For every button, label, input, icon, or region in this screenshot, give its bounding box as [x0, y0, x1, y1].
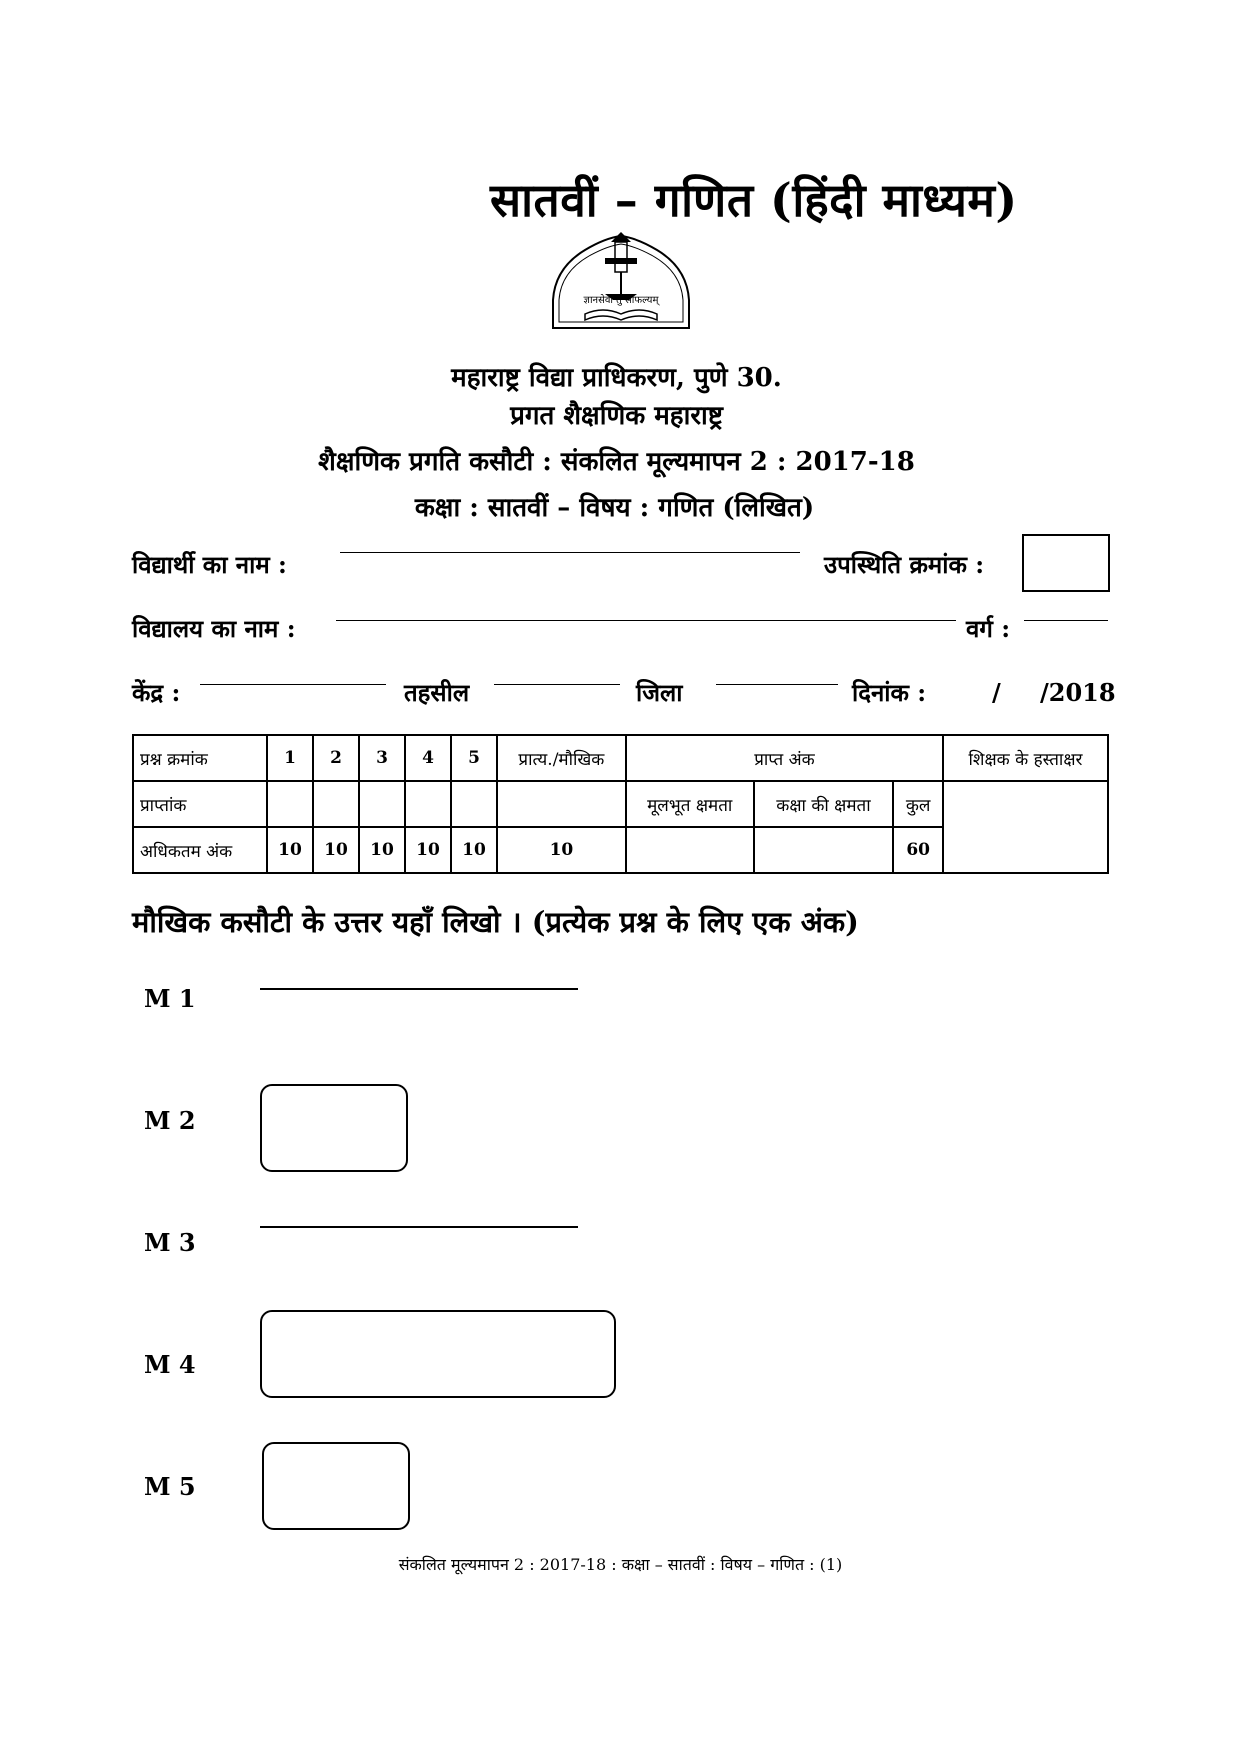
q2-header: 2 [313, 735, 359, 781]
class-ability-header: कक्षा की क्षमता [754, 781, 894, 827]
class-ability-cell[interactable] [754, 827, 894, 873]
division-field[interactable] [1024, 620, 1108, 621]
m3-label: M 3 [144, 1228, 196, 1257]
date-slash: / [992, 678, 1001, 707]
q5-max: 10 [451, 827, 497, 873]
logo-motto: ज्ञानसेवा तु साफल्यम् [583, 295, 659, 306]
oral-header: प्रात्य./मौखिक [497, 735, 626, 781]
table-row [133, 781, 1108, 827]
m3-answer-line[interactable] [260, 1226, 578, 1228]
district-field[interactable] [716, 684, 838, 685]
m2-answer-box[interactable] [260, 1084, 408, 1172]
m4-answer-box[interactable] [260, 1310, 616, 1398]
m1-answer-line[interactable] [260, 988, 578, 990]
marks-table [132, 734, 1109, 874]
q2-max: 10 [313, 827, 359, 873]
table-row [133, 735, 1108, 781]
q1-header: 1 [267, 735, 313, 781]
q5-header: 5 [451, 735, 497, 781]
center-field[interactable] [200, 684, 386, 685]
roll-number-label: उपस्थिति क्रमांक : [824, 550, 985, 579]
basic-ability-cell[interactable] [626, 827, 754, 873]
signature-cell[interactable] [943, 781, 1108, 873]
emblem-logo [545, 228, 697, 340]
total-header: कुल [893, 781, 943, 827]
oral-score-cell[interactable] [497, 781, 626, 827]
q3-header: 3 [359, 735, 405, 781]
scored-label: प्राप्तांक [133, 781, 267, 827]
max-label: अधिकतम अंक [133, 827, 267, 873]
student-name-field[interactable] [340, 552, 800, 553]
q4-header: 4 [405, 735, 451, 781]
class-subject: कक्षा : सातवीं – विषय : गणित (लिखित) [414, 493, 815, 523]
taluka-label: तहसील [404, 678, 470, 707]
q3-max: 10 [359, 827, 405, 873]
center-label: केंद्र : [132, 678, 181, 707]
date-year: /2018 [1040, 678, 1116, 707]
basic-ability-header: मूलभूत क्षमता [626, 781, 754, 827]
school-name-label: विद्यालय का नाम : [132, 614, 296, 643]
m5-label: M 5 [144, 1472, 196, 1501]
q4-max: 10 [405, 827, 451, 873]
oral-instruction: मौखिक कसौटी के उत्तर यहाँ लिखो । (प्रत्येक प्रश्न के लिए एक अंक) [132, 905, 859, 939]
q2-score-cell[interactable] [313, 781, 359, 827]
org-name: महाराष्ट्र विद्या प्राधिकरण, पुणे 30. [451, 363, 782, 393]
exam-name: शैक्षणिक प्रगति कसौटी : संकलित मूल्यमापन 2 : 2017-18 [318, 447, 915, 477]
district-label: जिला [636, 678, 683, 707]
student-name-label: विद्यार्थी का नाम : [132, 550, 287, 579]
total-max: 60 [893, 827, 943, 873]
q3-score-cell[interactable] [359, 781, 405, 827]
roll-number-field[interactable] [1022, 534, 1110, 592]
page-footer: संकलित मूल्यमापन 2 : 2017-18 : कक्षा – सातवीं : विषय – गणित : (1) [398, 1555, 843, 1574]
school-name-field[interactable] [336, 620, 956, 621]
q1-max: 10 [267, 827, 313, 873]
signature-header: शिक्षक के हस्ताक्षर [943, 735, 1108, 781]
taluka-field[interactable] [494, 684, 620, 685]
m2-label: M 2 [144, 1106, 196, 1135]
q1-score-cell[interactable] [267, 781, 313, 827]
oral-max: 10 [497, 827, 626, 873]
page-title: सातवीं – गणित (हिंदी माध्यम) [490, 173, 1018, 227]
obtained-header: प्राप्त अंक [626, 735, 943, 781]
m5-answer-box[interactable] [262, 1442, 410, 1530]
date-label: दिनांक : [852, 678, 927, 707]
q5-score-cell[interactable] [451, 781, 497, 827]
m4-label: M 4 [144, 1350, 196, 1379]
program-name: प्रगत शैक्षणिक महाराष्ट्र [510, 401, 723, 431]
q-no-header: प्रश्न क्रमांक [133, 735, 267, 781]
q4-score-cell[interactable] [405, 781, 451, 827]
m1-label: M 1 [144, 984, 196, 1013]
division-label: वर्ग : [966, 614, 1011, 643]
